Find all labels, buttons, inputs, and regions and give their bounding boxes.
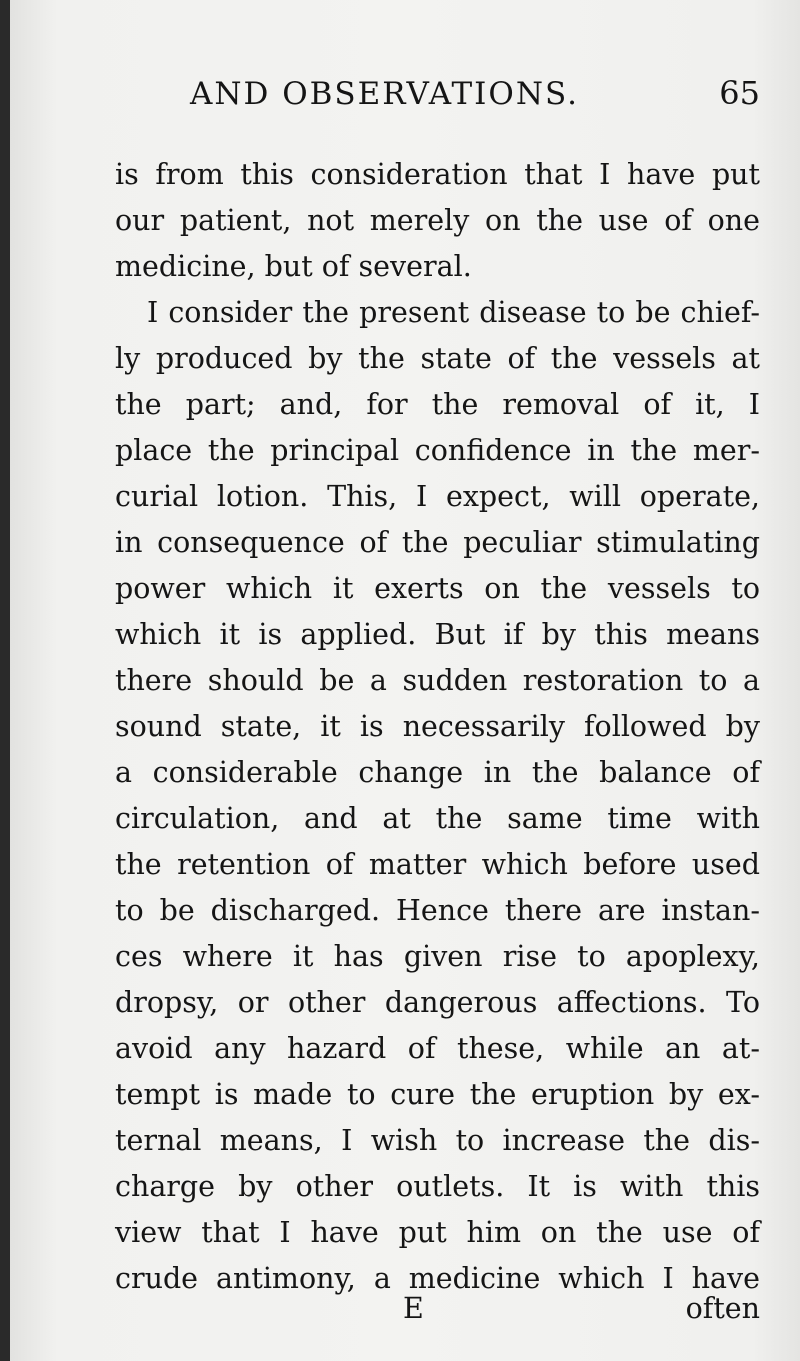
text-line: power which it exerts on the vessels to <box>115 572 760 605</box>
page-footer <box>115 1286 760 1332</box>
text-line: ces where it has given rise to apoplexy, <box>115 940 760 973</box>
text-line: charge by other outlets. It is with this <box>115 1170 760 1203</box>
text-line: place the principal confidence in the mer- <box>115 434 760 467</box>
book-page <box>10 0 800 1361</box>
text-line: sound state, it is necessarily followed by <box>115 710 760 743</box>
text-line: there should be a sudden restoration to a <box>115 664 760 697</box>
text-line: is from this consideration that I have put <box>115 158 760 191</box>
text-line: tempt is made to cure the eruption by ex- <box>115 1078 760 1111</box>
running-title: AND OBSERVATIONS. <box>190 76 579 112</box>
text-line: medicine, but of several. <box>115 250 472 283</box>
text-line: avoid any hazard of these, while an at- <box>115 1032 760 1065</box>
text-line: the part; and, for the removal of it, I <box>115 388 760 421</box>
body-text <box>115 152 760 1302</box>
text-line: ly produced by the state of the vessels at <box>115 342 760 375</box>
text-line: to be discharged. Hence there are instan- <box>115 894 760 927</box>
text-line: circulation, and at the same time with <box>115 802 760 835</box>
text-line: which it is applied. But if by this means <box>115 618 760 651</box>
text-line: the retention of matter which before used <box>115 848 760 881</box>
running-head <box>190 74 760 118</box>
text-line: our patient, not merely on the use of one <box>115 204 760 237</box>
text-line: in consequence of the peculiar stimulating <box>115 526 760 559</box>
text-line: dropsy, or other dangerous affections. To <box>115 986 760 1019</box>
signature-mark: E <box>403 1292 424 1325</box>
text-line: I consider the present disease to be chief- <box>147 296 760 329</box>
page-number: 65 <box>719 74 760 112</box>
text-line: view that I have put him on the use of <box>115 1216 760 1249</box>
text-line: ternal means, I wish to increase the dis- <box>115 1124 760 1157</box>
text-line: a considerable change in the balance of <box>115 756 760 789</box>
text-line: crude antimony, a medicine which I have <box>115 1262 760 1295</box>
text-line: curial lotion. This, I expect, will operate, <box>115 480 760 513</box>
catchword: often <box>685 1292 760 1325</box>
